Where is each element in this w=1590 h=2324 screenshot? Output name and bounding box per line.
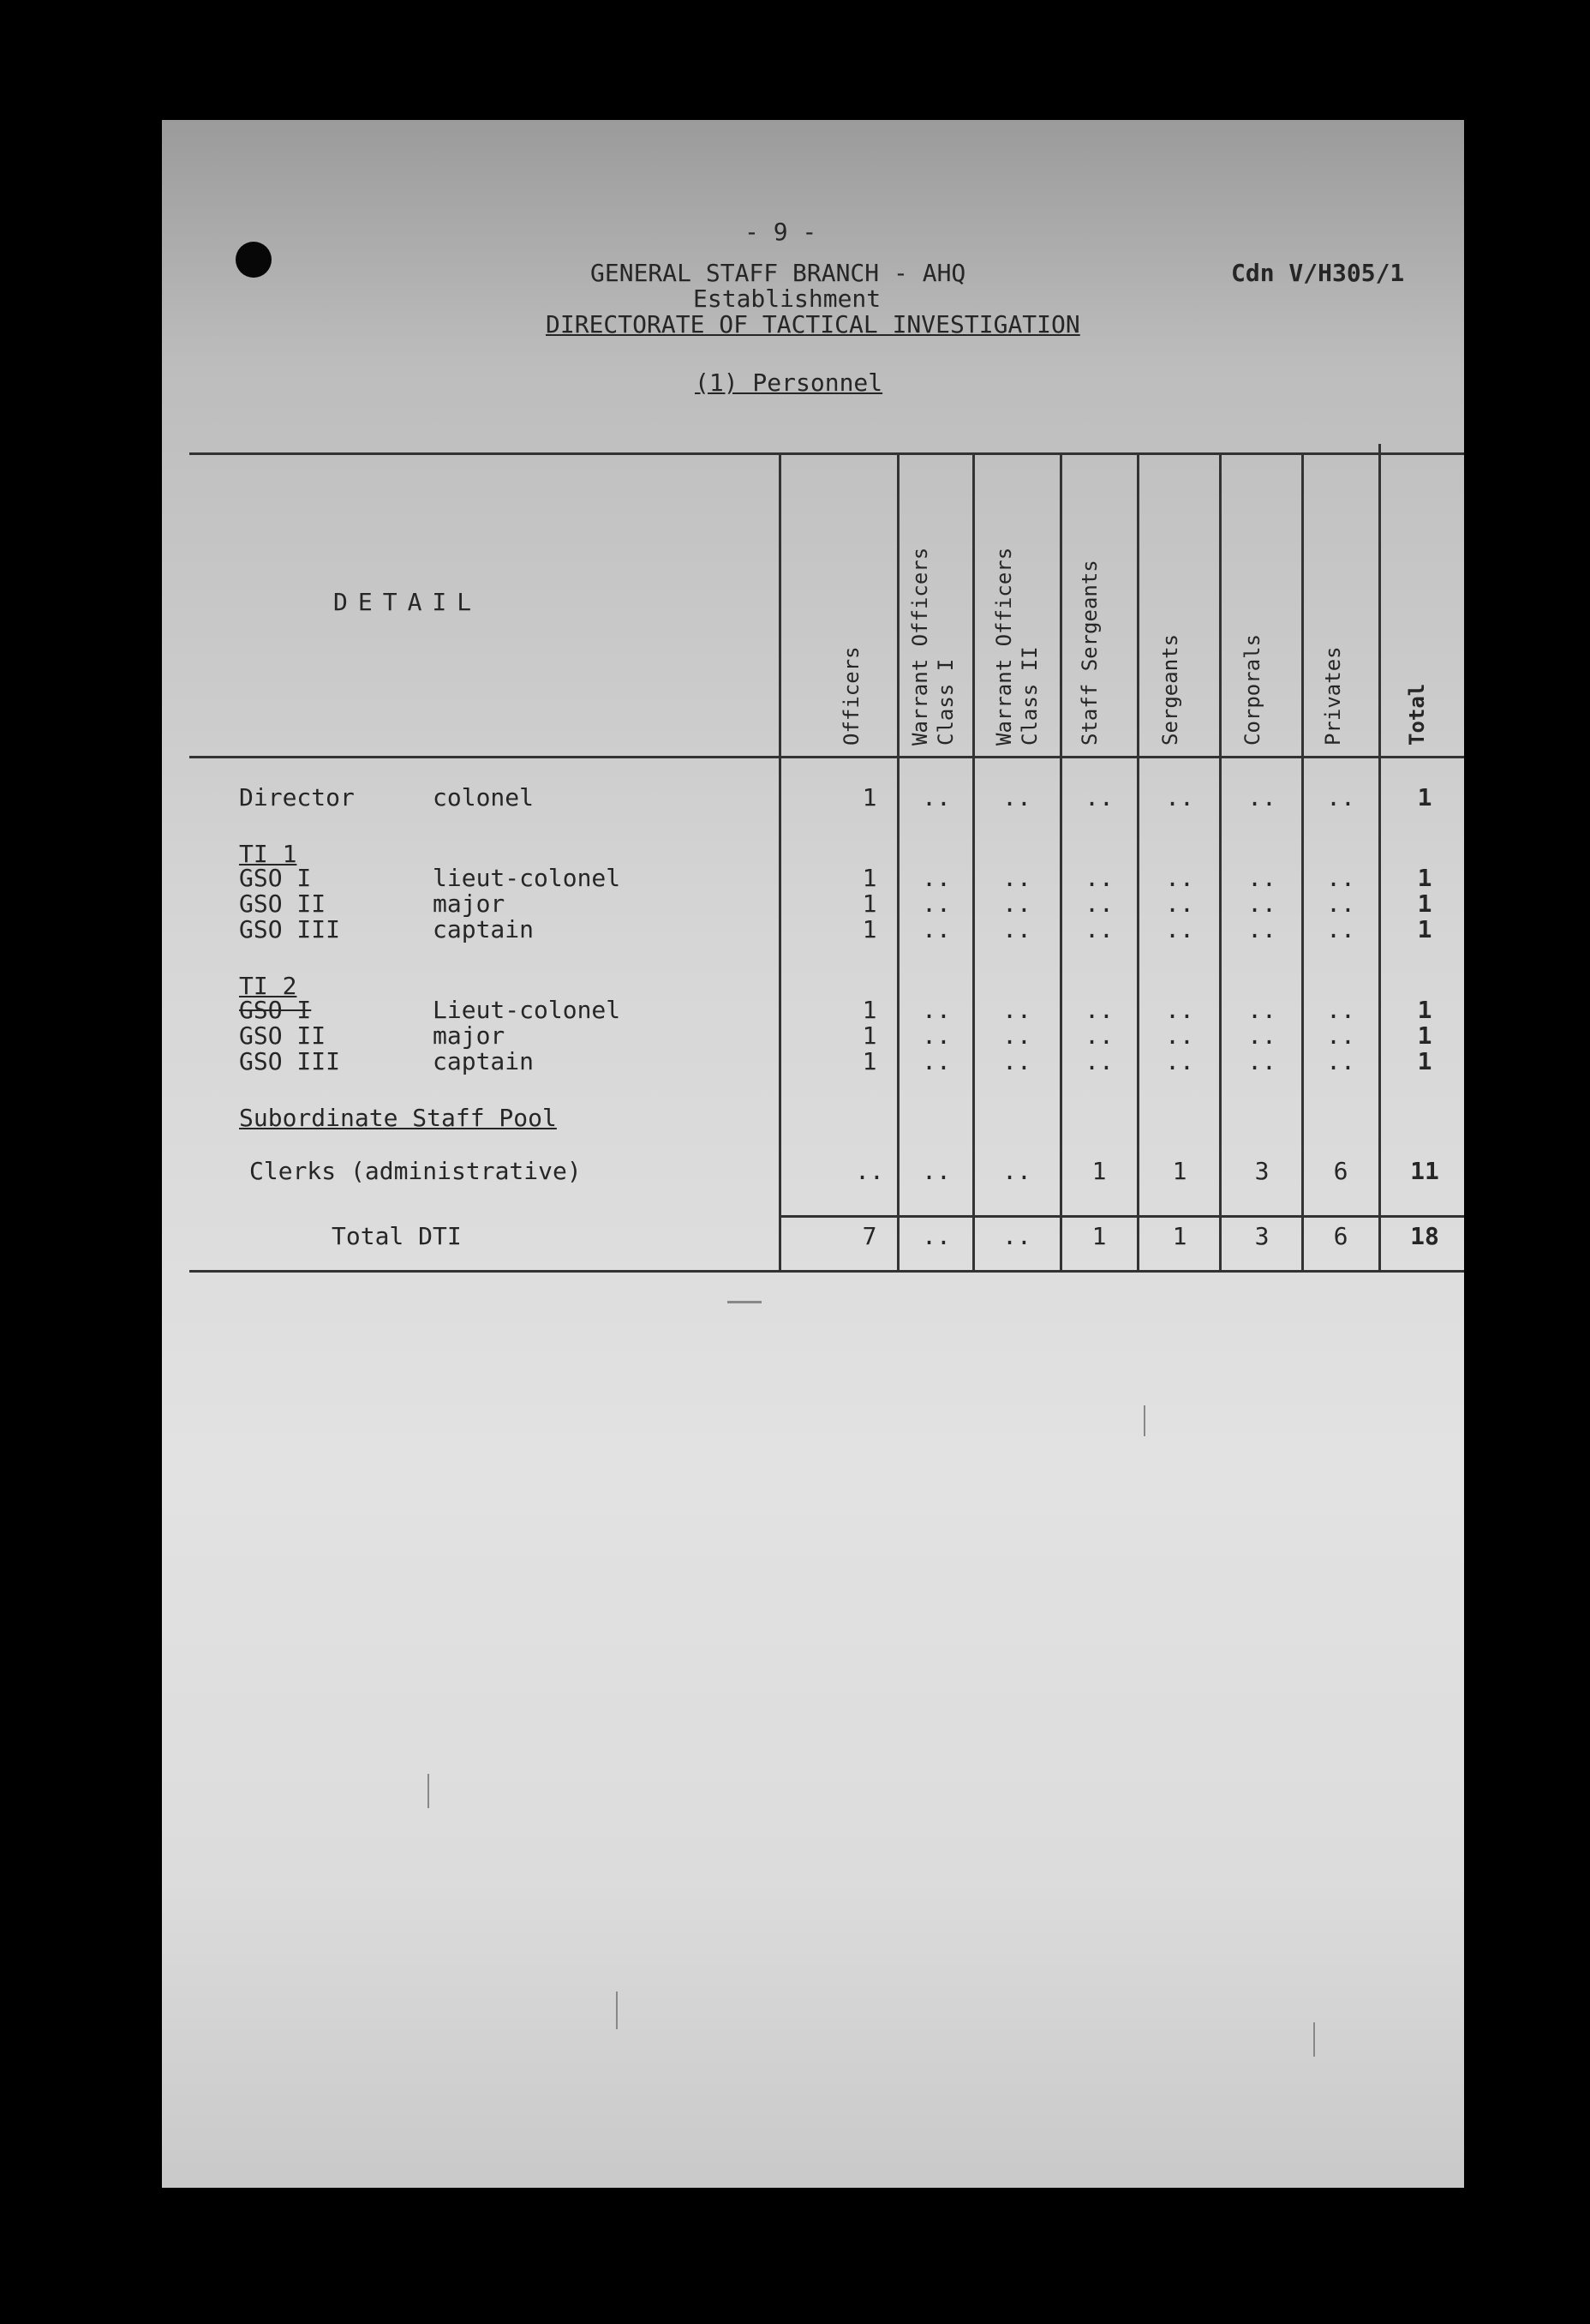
table-cell: ..: [922, 915, 951, 943]
stray-mark: [427, 1774, 429, 1808]
col-divider-5: [1137, 452, 1139, 1270]
total-cell: ..: [1002, 1222, 1031, 1250]
table-cell: ..: [1002, 889, 1031, 918]
document-page: [162, 120, 1464, 2188]
row-label-ti2-gso3: GSO III: [239, 1047, 341, 1075]
row-label-clerks: Clerks (administrative): [249, 1157, 582, 1185]
table-cell: ..: [1002, 1047, 1031, 1075]
col-header-total: Total: [1405, 683, 1429, 746]
table-cell: ..: [1326, 1021, 1355, 1050]
total-cell: 1: [1091, 1222, 1107, 1250]
table-cell: ..: [1326, 864, 1355, 892]
table-cell: ..: [1326, 996, 1355, 1024]
row-rank-ti2-gso1: Lieut-colonel: [433, 996, 621, 1024]
table-cell: 1: [1417, 889, 1432, 918]
table-cell: ..: [1165, 864, 1194, 892]
table-cell: 1: [862, 783, 877, 812]
col-header-sergeants: Sergeants: [1158, 633, 1182, 746]
table-cell: ..: [1326, 915, 1355, 943]
table-cell: ..: [1247, 864, 1276, 892]
table-cell: 1: [1417, 915, 1432, 943]
row-label-ti1-gso2: GSO II: [239, 889, 326, 918]
table-cell: 1: [862, 1047, 877, 1075]
table-cell: ..: [1002, 1021, 1031, 1050]
header-establishment: Establishment: [693, 285, 882, 313]
total-cell: 7: [862, 1222, 877, 1250]
row-label-ti1-gso1: GSO I: [239, 864, 312, 892]
table-cell: ..: [1326, 1047, 1355, 1075]
col-divider-3: [972, 452, 975, 1270]
col-divider-6: [1219, 452, 1222, 1270]
row-rank-director: colonel: [433, 783, 535, 812]
table-cell: ..: [1085, 915, 1114, 943]
stray-mark: [1144, 1405, 1145, 1436]
col-divider-7: [1301, 452, 1304, 1270]
table-cell: ..: [1085, 889, 1114, 918]
header-branch: GENERAL STAFF BRANCH - AHQ: [590, 259, 966, 287]
row-rank-ti1-gso3: captain: [433, 915, 535, 943]
row-rank-ti2-gso3: captain: [433, 1047, 535, 1075]
total-cell: 1: [1172, 1222, 1187, 1250]
table-cell: 1: [1417, 1021, 1432, 1050]
table-cell: ..: [1085, 996, 1114, 1024]
table-cell: ..: [855, 1157, 884, 1185]
table-cell: 6: [1333, 1157, 1348, 1185]
table-cell: ..: [1326, 889, 1355, 918]
row-label-ti1-gso3: GSO III: [239, 915, 341, 943]
table-cell: 1: [1172, 1157, 1187, 1185]
col-header-officers: Officers: [840, 646, 864, 746]
col-divider-2: [897, 452, 900, 1270]
table-cell: ..: [1247, 1047, 1276, 1075]
col-divider-4: [1060, 452, 1062, 1270]
table-bottom-rule: [189, 1270, 1464, 1273]
header-personnel: (1) Personnel: [695, 368, 883, 397]
stray-mark: [616, 1992, 618, 2029]
header-bottom-rule: [189, 756, 1464, 758]
row-rank-ti1-gso1: lieut-colonel: [433, 864, 621, 892]
table-cell: ..: [1165, 783, 1194, 812]
col-header-corporals: Corporals: [1240, 633, 1264, 746]
table-cell: 1: [862, 915, 877, 943]
row-rank-ti2-gso2: major: [433, 1021, 505, 1050]
table-cell: ..: [1165, 915, 1194, 943]
table-cell: 1: [862, 864, 877, 892]
table-cell: ..: [922, 1157, 951, 1185]
table-cell: ..: [1085, 783, 1114, 812]
table-cell: ..: [1165, 996, 1194, 1024]
table-cell: 1: [862, 996, 877, 1024]
table-cell: 1: [862, 889, 877, 918]
table-cell: 11: [1410, 1157, 1439, 1185]
col-header-wo2: Warrant Officers Class II: [992, 547, 1042, 746]
table-cell: ..: [1002, 864, 1031, 892]
table-cell: ..: [922, 1021, 951, 1050]
table-cell: ..: [1247, 889, 1276, 918]
col-header-staff-sergeants: Staff Sergeants: [1078, 560, 1102, 746]
table-cell: ..: [1165, 1047, 1194, 1075]
total-cell: 18: [1410, 1222, 1439, 1250]
table-cell: ..: [1247, 996, 1276, 1024]
table-cell: 1: [1417, 996, 1432, 1024]
table-cell: 3: [1254, 1157, 1270, 1185]
table-cell: 1: [862, 1021, 877, 1050]
col-header-privates: Privates: [1321, 646, 1345, 746]
total-cell: ..: [922, 1222, 951, 1250]
total-top-rule: [779, 1215, 1464, 1218]
table-cell: ..: [1165, 1021, 1194, 1050]
total-cell: 3: [1254, 1222, 1270, 1250]
table-cell: ..: [922, 996, 951, 1024]
table-cell: ..: [922, 783, 951, 812]
section-ti2: TI 2: [239, 972, 297, 1000]
reference-number: Cdn V/H305/1: [1231, 259, 1405, 287]
table-cell: ..: [1247, 783, 1276, 812]
table-cell: ..: [922, 1047, 951, 1075]
section-subordinate-staff-pool: Subordinate Staff Pool: [239, 1104, 557, 1132]
row-label-total: Total DTI: [332, 1222, 462, 1250]
table-cell: ..: [1085, 864, 1114, 892]
table-cell: ..: [922, 889, 951, 918]
col-divider-1: [779, 452, 781, 1270]
row-rank-ti1-gso2: major: [433, 889, 505, 918]
row-label-director: Director: [239, 783, 355, 812]
table-cell: ..: [1247, 915, 1276, 943]
section-ti1: TI 1: [239, 840, 297, 868]
header-directorate: DIRECTORATE OF TACTICAL INVESTIGATION: [546, 310, 1080, 338]
table-cell: ..: [1002, 915, 1031, 943]
table-cell: ..: [1002, 996, 1031, 1024]
table-cell: 1: [1417, 864, 1432, 892]
table-cell: ..: [1002, 783, 1031, 812]
table-cell: ..: [1002, 1157, 1031, 1185]
table-cell: 1: [1091, 1157, 1107, 1185]
table-cell: ..: [1085, 1021, 1114, 1050]
punch-hole: [236, 242, 272, 278]
page-number: - 9 -: [744, 218, 817, 246]
table-cell: ..: [1085, 1047, 1114, 1075]
table-cell: 1: [1417, 783, 1432, 812]
table-cell: 1: [1417, 1047, 1432, 1075]
total-cell: 6: [1333, 1222, 1348, 1250]
table-top-rule: [189, 452, 1464, 455]
stray-mark: [727, 1301, 762, 1303]
detail-header: DETAIL: [333, 588, 482, 616]
row-label-ti2-gso1: GSO I: [239, 996, 312, 1024]
stray-mark: [1313, 2022, 1315, 2057]
col-header-wo1: Warrant Officers Class I: [908, 547, 958, 746]
table-cell: ..: [1326, 783, 1355, 812]
col-divider-8: [1378, 444, 1381, 1270]
table-cell: ..: [1165, 889, 1194, 918]
table-cell: ..: [922, 864, 951, 892]
row-label-ti2-gso2: GSO II: [239, 1021, 326, 1050]
table-cell: ..: [1247, 1021, 1276, 1050]
